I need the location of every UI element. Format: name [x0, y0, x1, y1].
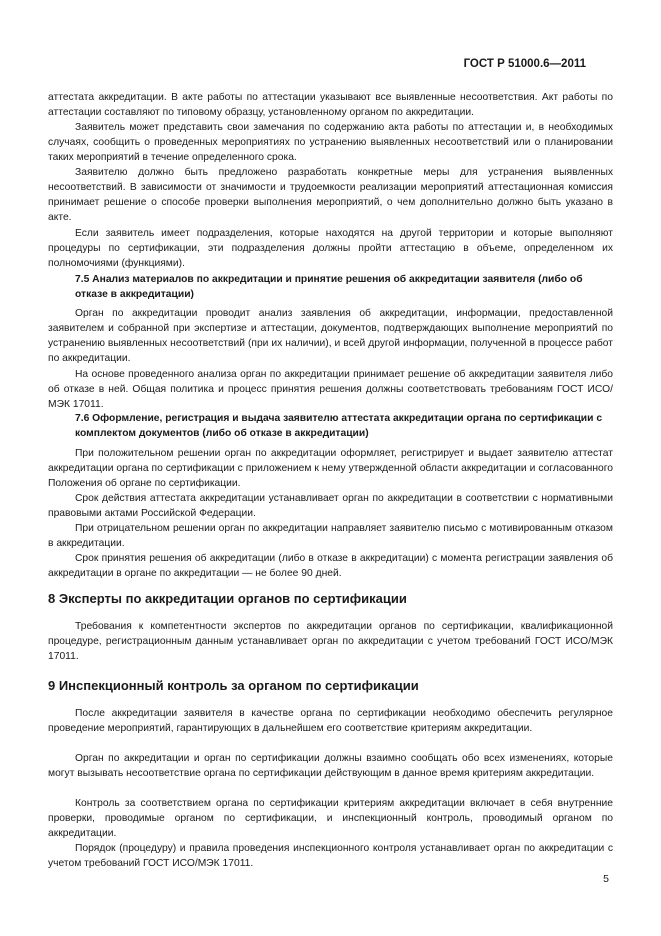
paragraph-mutual-notification: Орган по аккредитации и орган по сертификации должны взаимно сообщать обо всех изменениях, которые могут вызывать несоответствие органа по сертификации действующим в данное время критериям аккредитации.: [48, 753, 613, 780]
paragraph-negative-decision: При отрицательном решении орган по аккредитации направляет заявителю письмо с мотивированным отказом в аккредитации.: [48, 523, 613, 550]
subsection-heading-7-5: 7.5 Анализ материалов по аккредитации и принятие решения об аккредитации заявителя (либо об отказе в аккредитации): [75, 274, 583, 301]
paragraph-after-accreditation: После аккредитации заявителя в качестве органа по сертификации необходимо обеспечить регулярное проведение мероприятий, гарантирующих в дальнейшем его соответствие критериям аккредитации.: [48, 708, 613, 735]
paragraph-corrective-measures: Заявителю должно быть предложено разработать конкретные меры для устранения выявленных несоответствий. В зависимости от значимости и трудоемкости реализации мероприятий аттестационная комиссия принимает решение о способе проверки выполнения мероприятий, о чем дополнительно должно быть указано в акте.: [48, 167, 613, 224]
section-heading-9: 9 Инспекционный контроль за органом по сертификации: [48, 678, 419, 693]
page-number: 5: [603, 873, 609, 885]
document-header-code: ГОСТ Р 51000.6—2011: [463, 58, 586, 70]
paragraph-positive-decision: При положительном решении орган по аккредитации оформляет, регистрирует и выдает заявителю аттестат аккредитации органа по сертификации с приложением к нему утвержденной области аккредитации и согласованного Положения об органе по сертификации.: [48, 448, 613, 490]
paragraph-decision: На основе проведенного анализа орган по аккредитации принимает решение об аккредитации заявителя либо об отказе в ней. Общая политика и процесс принятия решения должны соответствовать требованиям ГОСТ ИСО/МЭК 17011.: [48, 369, 613, 411]
paragraph-validity-period: Срок действия аттестата аккредитации устанавливает орган по аккредитации в соответствии с нормативными правовыми актами Российской Федерации.: [48, 493, 613, 520]
paragraph-certification-act: аттестата аккредитации. В акте работы по аттестации указывают все выявленные несоответствия. Акт работы по аттестации составляют по типовому образцу, установленному органом по аккредитации.: [48, 92, 613, 119]
paragraph-decision-term: Срок принятия решения об аккредитации (либо в отказе в аккредитации) с момента регистрации заявления об аккредитации в органе по аккредитации — не более 90 дней.: [48, 553, 613, 580]
paragraph-inspection-procedure: Порядок (процедуру) и правила проведения инспекционного контроля устанавливает орган по аккредитации с учетом требований ГОСТ ИСО/МЭК 17011.: [48, 843, 613, 870]
paragraph-control-scope: Контроль за соответствием органа по сертификации критериям аккредитации включает в себя внутренние проверки, проводимые органом по сертификации, и инспекционный контроль, проводимый органом по аккредитации.: [48, 798, 613, 840]
subsection-heading-7-6: 7.6 Оформление, регистрация и выдача заявителю аттестата аккредитации органа по сертификации с комплектом документов (либо об отказе в аккредитации): [75, 413, 603, 440]
paragraph-applicant-remarks: Заявитель может представить свои замечания по содержанию акта работы по аттестации и, в необходимых случаях, сообщить о проведенных мероприятиях по устранению выявленных несоответствий или о планировании таких мероприятий в течение определенного срока.: [48, 122, 613, 164]
paragraph-expert-requirements: Требования к компетентности экспертов по аккредитации органов по сертификации, квалификационной процедуре, регистрационным данным устанавливает орган по аккредитации с учетом требований ГОСТ ИСО/МЭК 17011.: [48, 621, 613, 663]
paragraph-subdivisions: Если заявитель имеет подразделения, которые находятся на другой территории и которые выполняют процедуры по сертификации, эти подразделения должны пройти аттестацию в объеме, определенном их полномочиями (функциями).: [48, 228, 613, 270]
paragraph-analysis: Орган по аккредитации проводит анализ заявления об аккредитации, информации, предоставленной заявителем и собранной при экспертизе и аттестации, документов, подтверждающих выполнение мероприятий по устранению выявленных несоответствий (при их наличии), и всей другой информации, полученной в процессе работ по аккредитации.: [48, 308, 613, 365]
section-heading-8: 8 Эксперты по аккредитации органов по сертификации: [48, 591, 407, 606]
